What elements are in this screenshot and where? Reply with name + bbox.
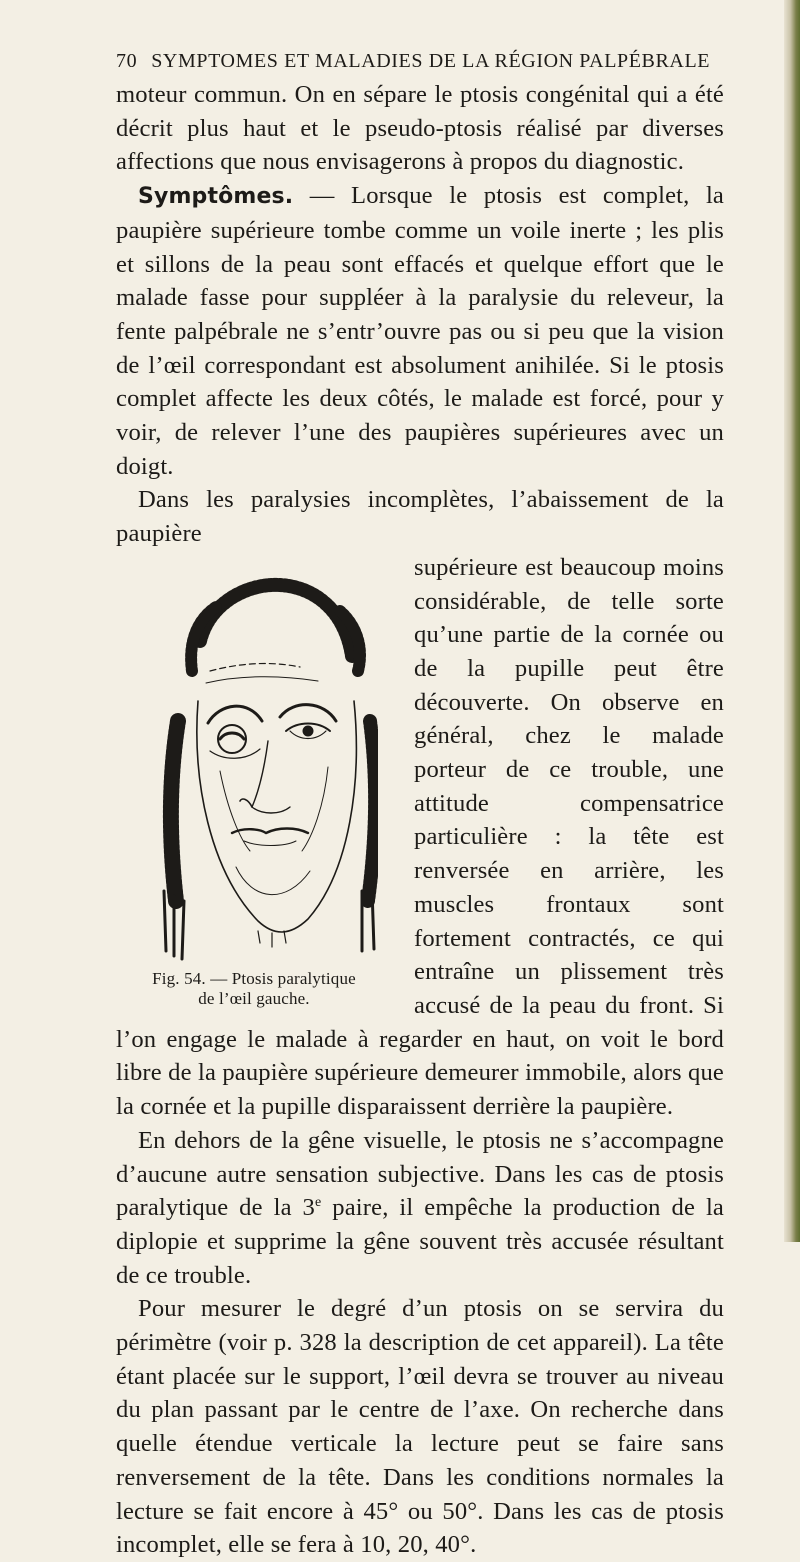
paragraph-incompletes-lead: Dans les paralysies incomplètes, l’abaissement de la paupière — [116, 486, 724, 548]
caption-line-1: Fig. 54. — Ptosis paralytique — [152, 968, 356, 988]
page-edge-binding — [784, 0, 800, 1242]
running-title: SYMPTOMES ET MALADIES DE LA RÉGION PALPÉBRALE — [151, 50, 711, 72]
running-header — [116, 44, 724, 78]
section-heading-symptomes: Symptômes. — [138, 184, 294, 210]
paragraph-1: moteur commun. On en sépare le ptosis congénital qui a été décrit plus haut et le pseudo-ptosis réalisé par diverses affections que nous envisagerons à propos du diagnostic. — [116, 81, 724, 176]
paragraph-gene — [116, 1124, 724, 1293]
paragraph-incompletes-text: supérieure est beaucoup moins considérable, de telle sorte qu’une partie de la cornée ou de la pupille peut être découverte. On observe en général, chez le malade porteur de ce trouble, une attitude compensatrice particulière : la tête est renversée en arrière, les muscles frontaux sont fortement contractés, ce qui entraîne un plissement très accusé de la peau du front. Si l’on engage le malade à regarder en haut, on voit le bord libre de la paupière supérieure demeurer immobile, alors que la cornée et la pupille disparaissent derrière la paupière. — [116, 553, 724, 1121]
ptosis-face-illustration — [140, 571, 378, 961]
paragraph-mesure: Pour mesurer le degré d’un ptosis on se servira du périmètre (voir p. 328 la description de cet appareil). La tête étant placée sur le support, l’œil devra se trouver au niveau du plan passant par le centre de l’axe. On recherche dans quelle étendue verticale la lecture peut se faire sans renversement de la tête. Dans les conditions normales la lecture se fait encore à 45° ou 50°. Dans les cas de ptosis incomplet, elle se fera à 10, 20, 40°. — [116, 1295, 724, 1559]
page-number: 70 — [116, 50, 138, 72]
superscript-e: e — [315, 1195, 322, 1211]
figure-caption — [116, 969, 392, 1009]
paragraph-symptomes — [116, 179, 724, 483]
figure-54 — [116, 551, 402, 1021]
body-text — [116, 78, 724, 1562]
paragraph-gene-text-b: paire, il empêche la production de la diplopie et supprime la gêne souvent très accusée résultant de ce trouble. — [116, 1194, 725, 1289]
caption-line-2: de l’œil gauche. — [198, 988, 310, 1008]
paragraph-symptomes-text: — Lorsque le ptosis est complet, la paupière supérieure tombe comme un voile inerte ; les plis et sillons de la peau sont effacés et quelque effort que le malade fasse pour suppléer à la paralysie du releveur, la fente palpébrale ne s’entr’ouvre pas ou si peu que la vision de l’œil correspondant est absolument anihilée. Si le ptosis complet affecte les deux côtés, le malade est forcé, pour y voir, de relever l’une des paupières supérieures avec un doigt. — [116, 182, 724, 480]
book-page — [116, 44, 724, 1562]
paragraph-gene-text-a: En dehors de la gêne visuelle, le ptosis ne s’accompagne d’aucune autre sensation subjective. Dans les cas de ptosis paralytique de la 3 — [116, 1126, 724, 1222]
